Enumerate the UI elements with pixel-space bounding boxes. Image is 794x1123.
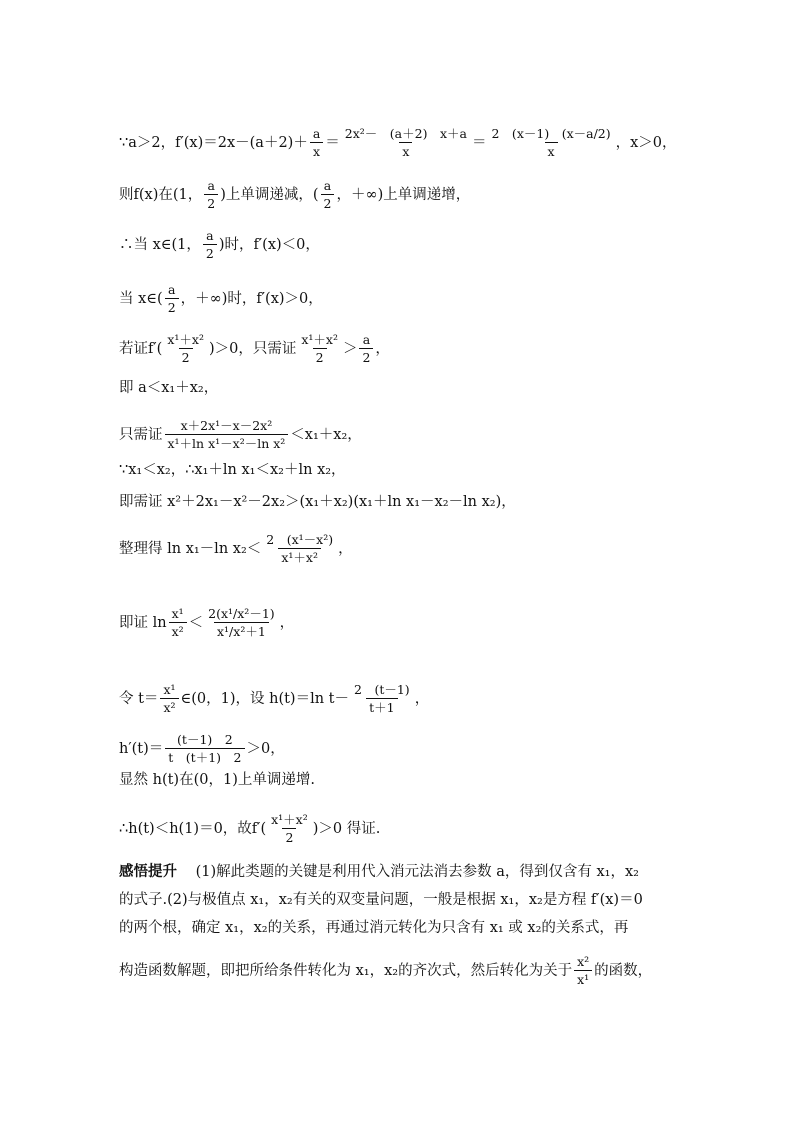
math-text: ∴当 x∈(1，	[119, 236, 201, 253]
math-fraction: $\frac{\text{x¹}}{\text{x²}}$	[169, 606, 187, 639]
math-text: ，＋∞)时，f′(x)＞0，	[180, 290, 323, 307]
math-fraction: $\frac{a}{2}$	[204, 178, 218, 211]
math-fraction: $\frac{\text{x¹}}{\text{x²}}$	[160, 682, 178, 715]
math-text: ＝	[471, 134, 487, 151]
math-text: ＞0，	[246, 740, 285, 757]
math-line-1	[119, 126, 677, 159]
insight-row-4-tail: 的函数，	[594, 962, 653, 979]
math-fraction: $\frac{\text{2(x¹/x²－1)}}{\text{x¹/x²＋1}}$	[208, 606, 275, 639]
math-fraction: $\frac{a}{2}$	[321, 178, 335, 211]
math-fraction: $\frac{2 (t-1)}{t+1}$	[354, 682, 410, 715]
math-line-3	[119, 228, 320, 261]
insight-row-4: 构造函数解题，即把所给条件转化为 x₁，x₂的齐次式，然后转化为关于	[119, 962, 573, 979]
math-line-4	[119, 282, 323, 315]
math-text: )＞0 得证.	[312, 820, 381, 837]
math-text: h′(t)＝	[119, 740, 164, 757]
math-text: ＞	[342, 340, 358, 357]
math-line-7	[119, 418, 362, 451]
math-fraction: $\frac{a}{2}$	[203, 228, 217, 261]
math-line-13	[119, 732, 285, 765]
math-text: 只需证	[119, 426, 163, 443]
math-text: ∴h(t)＜h(1)＝0，故f′(	[119, 820, 267, 837]
math-line-15	[119, 812, 380, 845]
insight-row-3: 的两个根，确定 x₁，x₂的关系，再通过消元转化为只含有 x₁ 或 x₂的关系式，再	[119, 920, 629, 936]
math-text: ，x＞0，	[615, 134, 677, 151]
math-text: 显然 h(t)在(0，1)上单调递增.	[119, 772, 315, 788]
math-text: 整理得 ln x₁－ln x₂＜	[119, 540, 262, 557]
math-text: 即 a＜x₁＋x₂，	[119, 380, 219, 396]
math-text: ∈(0，1)，设 h(t)＝ln t－	[180, 690, 349, 707]
math-line-10	[119, 532, 353, 565]
math-fraction: $\frac{\text{x¹＋x²}}{2}$	[271, 812, 308, 845]
math-line-12	[119, 682, 429, 715]
math-fraction: $\frac{a}{2}$	[165, 282, 179, 315]
math-fraction: $\frac{\text{x¹＋x²}}{2}$	[167, 332, 204, 365]
math-text: ，	[414, 690, 430, 707]
math-line-14	[119, 770, 315, 790]
math-line-2	[119, 178, 470, 211]
math-fraction: $\frac{a}{2}$	[359, 332, 373, 365]
math-text: )时，f′(x)＜0，	[218, 236, 320, 253]
math-line-5	[119, 332, 390, 365]
math-text: ，	[375, 340, 390, 357]
insight-row-2: 的式子.(2)与极值点 x₁，x₂有关的双变量问题，一般是根据 x₁，x₂是方程 f′(x)＝0	[119, 892, 643, 908]
math-text: ，	[338, 540, 353, 557]
insight-label: 感悟提升	[119, 863, 177, 880]
math-line-8	[119, 460, 346, 480]
math-text: ，＋∞)上单调递增，	[336, 186, 471, 203]
math-fraction: $\frac{\text{2 (x¹－x²)}}{\text{x¹＋x²}}$	[266, 532, 334, 565]
math-text: ＝	[325, 134, 340, 151]
math-text: )上单调递减，(	[220, 186, 319, 203]
math-line-9	[119, 492, 516, 512]
math-fraction: $\frac{\text{2x²－ (a＋2) x＋a}}{x}$	[344, 126, 467, 159]
math-line-11	[119, 606, 294, 639]
math-text: ∵x₁＜x₂，∴x₁＋ln x₁＜x₂＋ln x₂，	[119, 462, 346, 478]
math-fraction: $\frac{2 (x-1) (x-a/2)}{x}$	[491, 126, 611, 159]
math-text: ∵a＞2，f′(x)＝2x－(a＋2)＋	[119, 134, 308, 151]
math-line-6	[119, 378, 218, 398]
math-fraction: $\frac{(t-1) 2}{t (t+1) 2}$	[165, 732, 244, 765]
math-text: ＜	[188, 614, 204, 631]
math-fraction: $\frac{\text{x¹＋x²}}{2}$	[301, 332, 338, 365]
math-fraction: $\frac{a}{x}$	[310, 126, 323, 159]
math-text: 即证 ln	[119, 614, 167, 631]
math-text: 若证f′(	[119, 340, 163, 357]
insight-row-1: (1)解此类题的关键是利用代入消元法消去参数 a，得到仅含有 x₁，x₂	[195, 864, 639, 880]
math-fraction: $\frac{\text{x＋2x¹－x－2x²}}{\text{x¹＋ln x¹－x²－ln x²}}$	[165, 418, 289, 451]
math-text: )＞0，只需证	[208, 340, 297, 357]
math-text: ，	[279, 614, 295, 631]
math-text: 令 t＝	[119, 690, 159, 707]
math-text: 则f(x)在(1，	[119, 186, 203, 203]
math-text: ＜x₁＋x₂，	[290, 426, 362, 443]
math-text: 即需证 x²＋2x₁－x²－2x₂＞(x₁＋x₂)(x₁＋ln x₁－x₂－ln x₂)，	[119, 494, 516, 510]
math-text: 当 x∈(	[119, 290, 163, 307]
insight-fraction: $\frac{\text{x²}}{\text{x¹}}$	[574, 954, 592, 987]
